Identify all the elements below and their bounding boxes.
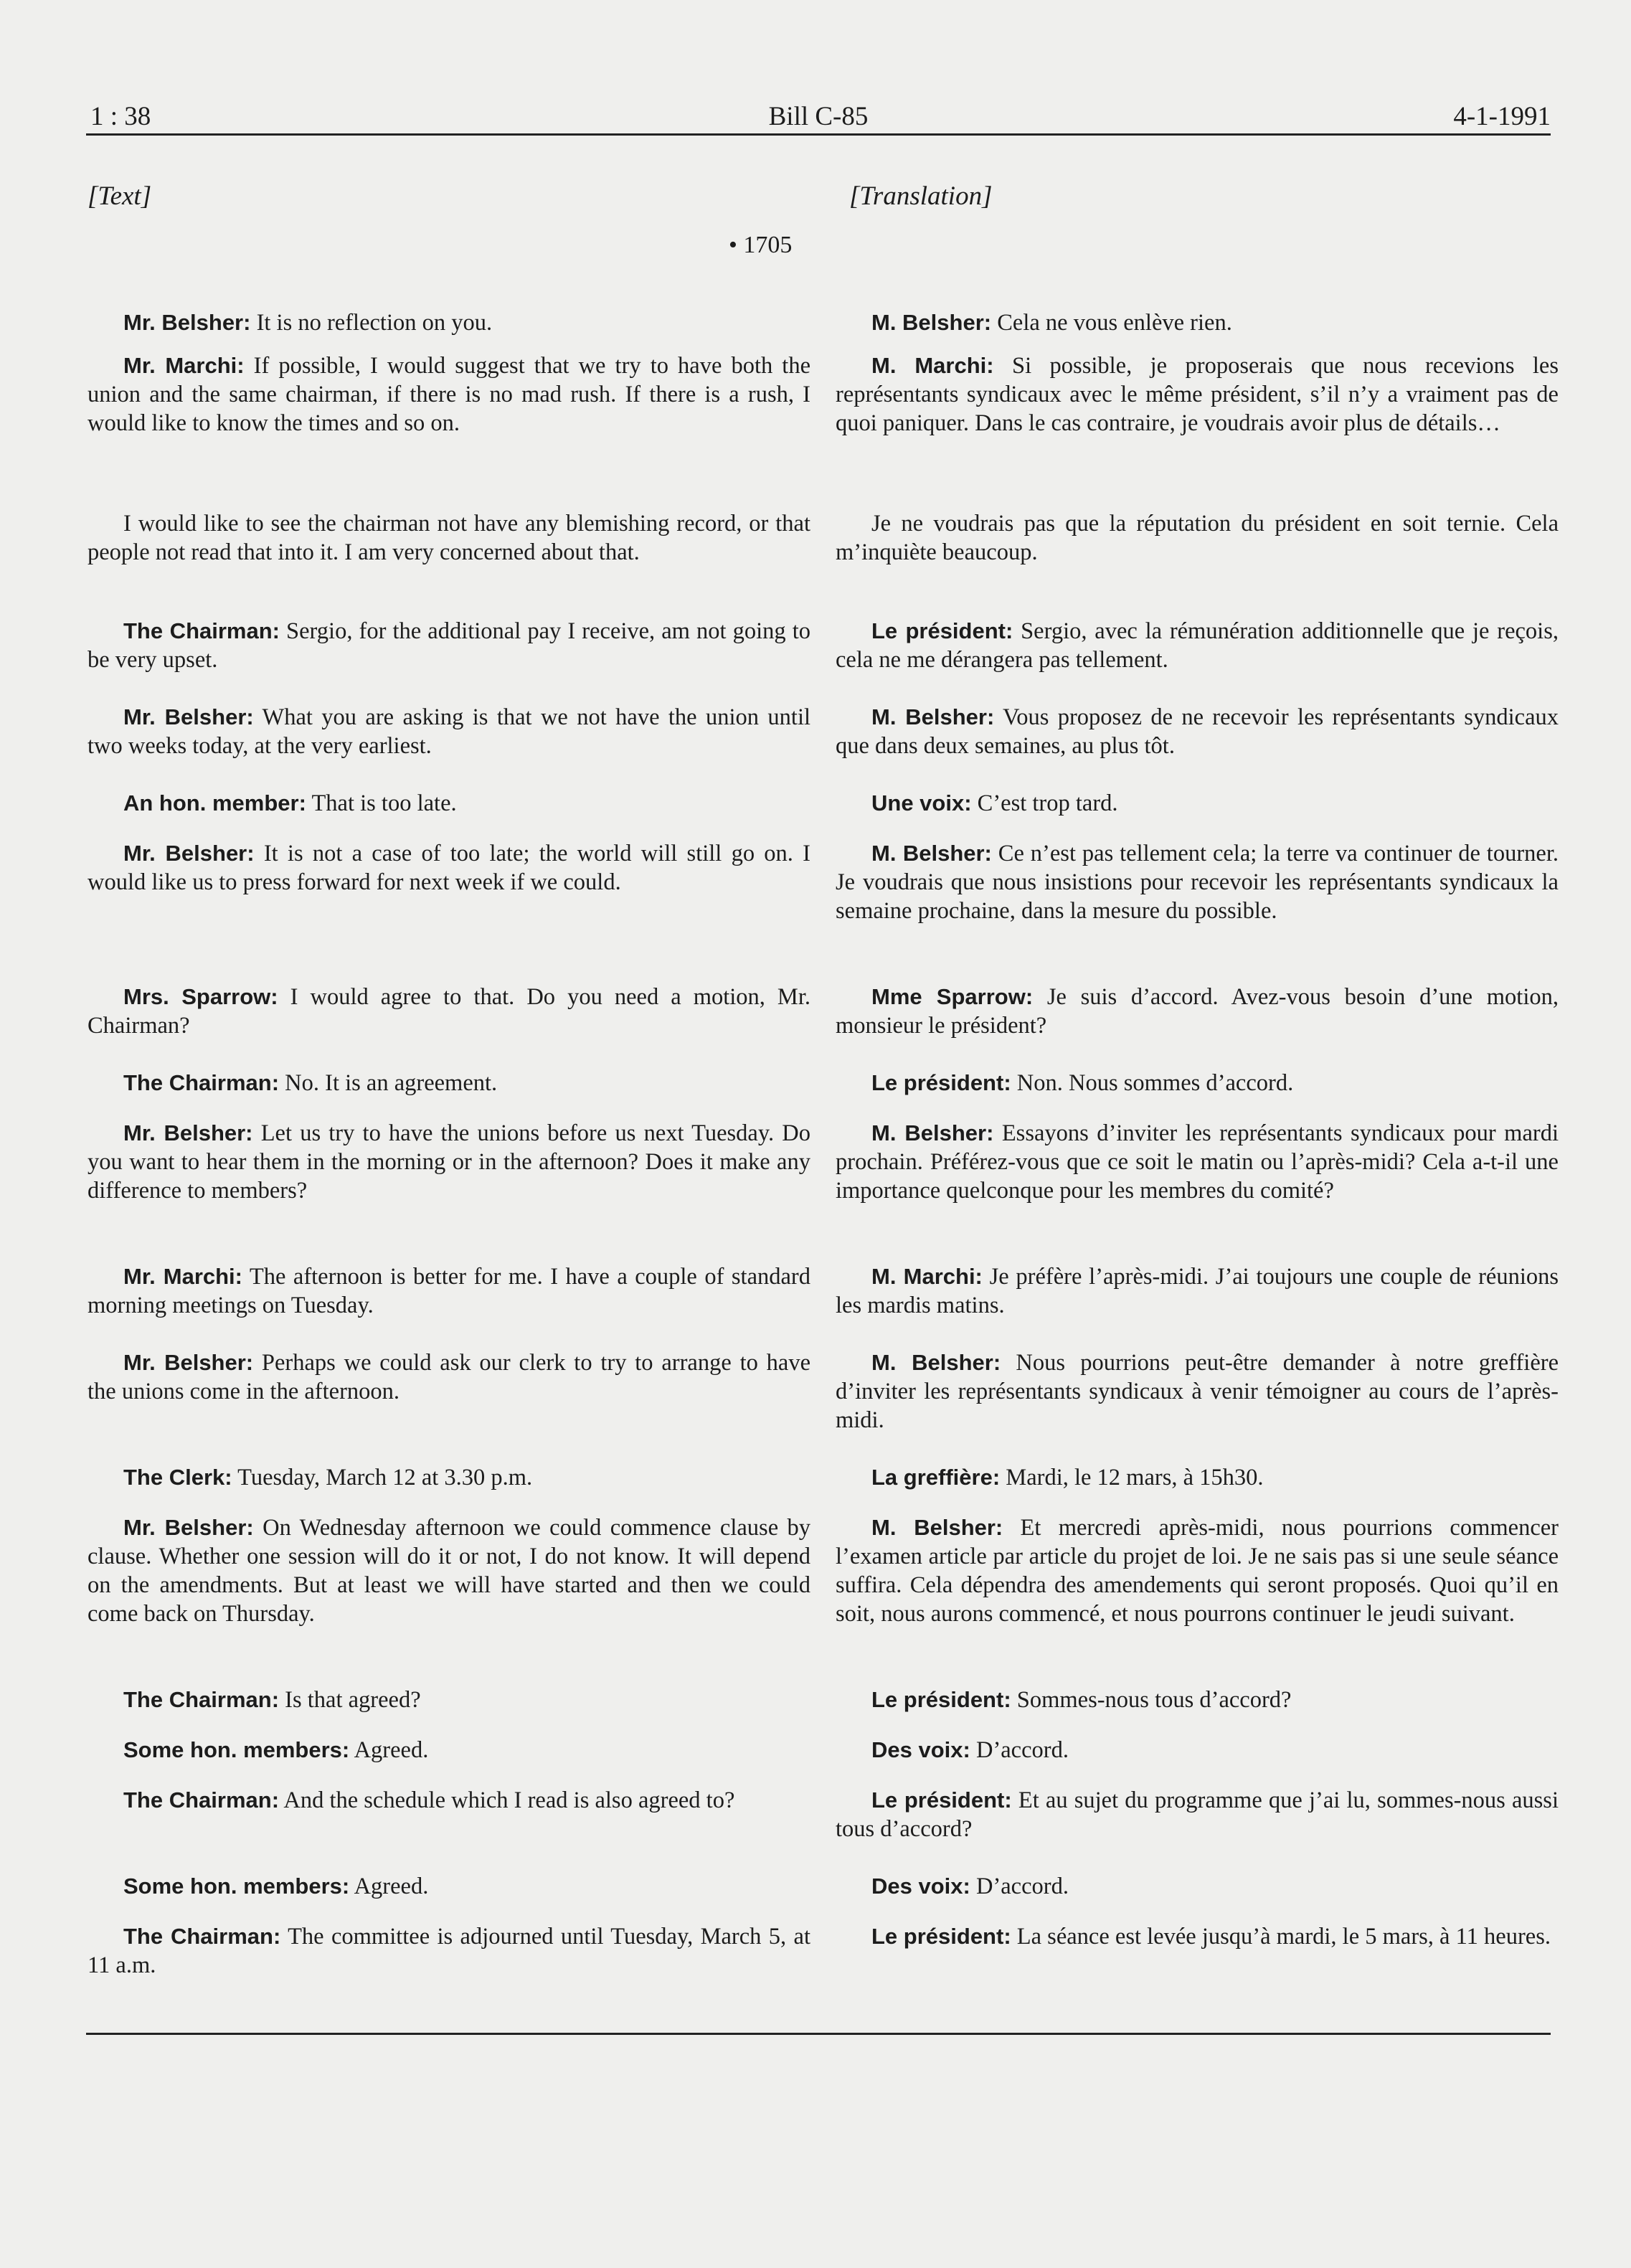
- speech-text: No. It is an agreement.: [279, 1070, 498, 1096]
- speaker-name: Mr. Belsher:: [123, 1350, 254, 1375]
- speech-text: Perhaps we could ask our clerk to try to arrange to have the unions come in the afternoon.: [88, 1350, 810, 1404]
- speech-text: Is that agreed?: [279, 1687, 421, 1713]
- speech-text: I would agree to that. Do you need a motion, Mr. Chairman?: [88, 984, 810, 1039]
- speech-paragraph: [836, 1262, 1559, 1320]
- speech-text: D’accord.: [970, 1874, 1069, 1899]
- speech-text: Nous pourrions peut-être demander à notre greffière d’inviter les représentants syndicaux à venir témoigner au cours de l’après-midi.: [836, 1350, 1559, 1433]
- speech-text: C’est trop tard.: [971, 790, 1118, 816]
- speech-paragraph: [88, 789, 810, 818]
- page-number: 1 : 38: [90, 102, 151, 131]
- speech-text: It is not a case of too late; the world will still go on. I would like us to press forward for next week if we could.: [88, 841, 811, 895]
- speech-text: D’accord.: [970, 1737, 1069, 1763]
- speech-paragraph: [836, 1348, 1559, 1435]
- speech-paragraph: [836, 1069, 1559, 1097]
- speech-text: It is no reflection on you.: [250, 310, 493, 336]
- speaker-name: M. Marchi:: [871, 1264, 983, 1289]
- speech-paragraph: [88, 308, 810, 337]
- speech-text: Je préfère l’après-midi. J’ai toujours une couple de réunions les mardis matins.: [836, 1264, 1559, 1318]
- speech-paragraph: [836, 617, 1559, 674]
- speech-text: And the schedule which I read is also agreed to?: [279, 1787, 735, 1813]
- speaker-name: M. Belsher:: [871, 841, 992, 866]
- header-date: 4-1-1991: [1453, 102, 1551, 131]
- speaker-name: M. Marchi:: [871, 353, 994, 378]
- speech-text: Cela ne vous enlève rien.: [991, 310, 1232, 336]
- speech-text: The committee is adjourned until Tuesday, March 5, at 11 a.m.: [88, 1924, 810, 1978]
- speaker-name: La greffière:: [871, 1465, 1001, 1490]
- speaker-name: M. Belsher:: [871, 310, 992, 335]
- speech-paragraph: [836, 1119, 1559, 1205]
- speech-paragraph: [836, 308, 1559, 337]
- speaker-name: Mme Sparrow:: [871, 984, 1034, 1009]
- speaker-name: Some hon. members:: [123, 1874, 350, 1899]
- speech-paragraph: [88, 839, 810, 897]
- speaker-name: Des voix:: [871, 1874, 970, 1899]
- speech-text: Agreed.: [349, 1874, 429, 1899]
- speaker-name: Le président:: [871, 1070, 1011, 1095]
- speech-paragraph: [88, 1348, 810, 1406]
- speech-text: Je suis d’accord. Avez-vous besoin d’une motion, monsieur le président?: [836, 984, 1559, 1039]
- speech-paragraph: [836, 703, 1559, 760]
- speaker-name: An hon. member:: [123, 790, 306, 816]
- speech-paragraph: [88, 1262, 810, 1320]
- speech-text: The afternoon is better for me. I have a couple of standard morning meetings on Tuesday.: [88, 1264, 810, 1318]
- speaker-name: The Chairman:: [123, 1070, 280, 1095]
- speaker-name: Le président:: [871, 1787, 1012, 1813]
- speech-text: If possible, I would suggest that we try to have both the union and the same chairman, if there is no mad rush. If there is a rush, I would like to know the times and so on.: [88, 353, 810, 436]
- speech-text: Ce n’est pas tellement cela; la terre va continuer de tourner. Je voudrais que nous insistions pour recevoir les représentants syndicaux la semaine prochaine, dans la mesure du possible.: [836, 841, 1559, 924]
- bill-title: Bill C-85: [768, 102, 869, 131]
- speech-paragraph: [836, 789, 1559, 818]
- speech-paragraph: [88, 509, 810, 567]
- speech-text: Vous proposez de ne recevoir les représentants syndicaux que dans deux semaines, au plus tôt.: [836, 704, 1559, 759]
- speech-paragraph: [836, 1686, 1559, 1714]
- speech-text: Et au sujet du programme que j’ai lu, sommes-nous aussi tous d’accord?: [836, 1787, 1559, 1842]
- speaker-name: Mr. Belsher:: [123, 1120, 253, 1145]
- speech-text: Sommes-nous tous d’accord?: [1011, 1687, 1292, 1713]
- speech-text: Sergio, avec la rémunération additionnelle que je reçois, cela ne me dérangera pas tellement.: [836, 618, 1559, 673]
- speaker-name: Mr. Marchi:: [123, 353, 245, 378]
- page-header: [86, 99, 1551, 135]
- speech-paragraph: [88, 1872, 810, 1901]
- speech-text: Tuesday, March 12 at 3.30 p.m.: [232, 1465, 533, 1490]
- speaker-name: M. Belsher:: [871, 1120, 994, 1145]
- speech-paragraph: [836, 839, 1559, 925]
- speech-paragraph: [88, 1922, 810, 1980]
- speech-paragraph: [836, 351, 1559, 438]
- speaker-name: Des voix:: [871, 1737, 970, 1762]
- speaker-name: Une voix:: [871, 790, 972, 816]
- speaker-name: M. Belsher:: [871, 704, 995, 729]
- speech-paragraph: [836, 1736, 1559, 1764]
- speaker-name: Mr. Belsher:: [123, 1515, 254, 1540]
- speech-text: On Wednesday afternoon we could commence clause by clause. Whether one session will do it or not, I do not know. It will depend on the amendments. But at least we will have started and then we could come back on Thursday.: [88, 1515, 811, 1627]
- speech-text: La séance est levée jusqu’à mardi, le 5 mars, à 11 heures.: [1011, 1924, 1551, 1950]
- speaker-name: Le président:: [871, 1687, 1011, 1712]
- speaker-name: Mr. Belsher:: [123, 704, 254, 729]
- speech-paragraph: [88, 703, 810, 760]
- speaker-name: Some hon. members:: [123, 1737, 350, 1762]
- speech-paragraph: [88, 1069, 810, 1097]
- speaker-name: M. Belsher:: [871, 1515, 1003, 1540]
- speech-paragraph: [836, 1463, 1559, 1492]
- speech-text: Agreed.: [349, 1737, 429, 1763]
- speaker-name: Le président:: [871, 1924, 1011, 1949]
- speech-text: Sergio, for the additional pay I receive, am not going to be very upset.: [88, 618, 810, 673]
- speaker-name: The Chairman:: [123, 1687, 280, 1712]
- bottom-rule: [86, 2033, 1551, 2035]
- speech-text: Mardi, le 12 mars, à 15h30.: [1000, 1465, 1264, 1490]
- time-marker: • 1705: [729, 232, 793, 258]
- speech-paragraph: [88, 617, 810, 674]
- speaker-name: The Chairman:: [123, 618, 280, 643]
- speaker-name: The Chairman:: [123, 1924, 281, 1949]
- translation-column-label: [Translation]: [849, 181, 993, 211]
- speech-paragraph: [88, 1513, 810, 1628]
- speech-paragraph: [836, 509, 1559, 567]
- speaker-name: M. Belsher:: [871, 1350, 1001, 1375]
- speech-text: Si possible, je proposerais que nous recevions les représentants syndicaux avec le même président, s’il n’y a vraiment pas de quoi paniquer. Dans le cas contraire, je voudrais avoir plus de détails…: [836, 353, 1559, 436]
- speech-paragraph: [836, 1872, 1559, 1901]
- speech-paragraph: [88, 351, 810, 438]
- speaker-name: The Clerk:: [123, 1465, 232, 1490]
- speech-paragraph: [88, 983, 810, 1040]
- speaker-name: Mr. Belsher:: [123, 310, 251, 335]
- text-column-label: [Text]: [88, 181, 152, 211]
- speech-text: Let us try to have the unions before us next Tuesday. Do you want to hear them in the morning or in the afternoon? Does it make any difference to members?: [88, 1120, 810, 1204]
- speech-text: Essayons d’inviter les représentants syndicaux pour mardi prochain. Préférez-vous que ce soit le matin ou l’après-midi? Cela a-t-il une importance quelconque pour les membres du comité?: [836, 1120, 1559, 1204]
- speech-paragraph: [88, 1736, 810, 1764]
- speech-text: Je ne voudrais pas que la réputation du président en soit ternie. Cela m’inquiète beaucoup.: [836, 511, 1559, 565]
- speech-text: Non. Nous sommes d’accord.: [1011, 1070, 1294, 1096]
- speaker-name: Mr. Belsher:: [123, 841, 255, 866]
- speech-paragraph: [836, 1513, 1559, 1628]
- speech-paragraph: [836, 983, 1559, 1040]
- speech-paragraph: [88, 1119, 810, 1205]
- speech-paragraph: [88, 1686, 810, 1714]
- speaker-name: The Chairman:: [123, 1787, 280, 1813]
- speech-text: Et mercredi après-midi, nous pourrions commencer l’examen article par article du projet de loi. Je ne sais pas si une seule séance suffira. Cela dépendra des amendements qui seront proposés. Quoi qu’il en soit, nous aurons commencé, et nous pourrons continuer le jeudi suivant.: [836, 1515, 1559, 1627]
- header-rule: [86, 133, 1551, 136]
- speaker-name: Le président:: [871, 618, 1013, 643]
- speech-text: I would like to see the chairman not have any blemishing record, or that people not read that into it. I am very concerned about that.: [88, 511, 810, 565]
- speaker-name: Mr. Marchi:: [123, 1264, 242, 1289]
- speaker-name: Mrs. Sparrow:: [123, 984, 278, 1009]
- speech-paragraph: [88, 1463, 810, 1492]
- speech-paragraph: [836, 1786, 1559, 1843]
- speech-text: That is too late.: [306, 790, 457, 816]
- speech-paragraph: [836, 1922, 1559, 1951]
- speech-text: What you are asking is that we not have the union until two weeks today, at the very earliest.: [88, 704, 810, 759]
- speech-paragraph: [88, 1786, 810, 1815]
